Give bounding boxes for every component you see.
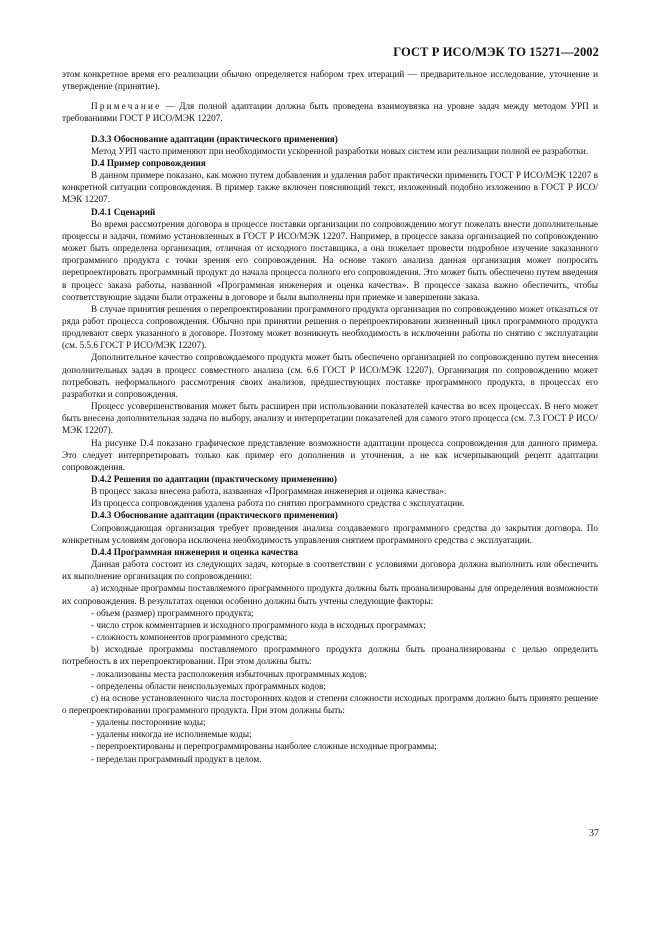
section-heading: D.4 Пример сопровождения [91, 157, 206, 168]
paragraph: В процесс заказа внесена работа, названная «Программная инженерия и оценка качества». [91, 486, 447, 497]
paragraph: На рисунке D.4 показано графическое представление возможности адаптации процесса сопровождения для данного примера. Это следует интерпретировать только как пример его дополнения и уточнения, а не как исчерпывающий рецепт адаптации сопровождения. [62, 437, 598, 472]
paragraph: Метод УРП часто применяют при необходимости ускоренной разработки новых систем или реализации полной ее разработки. [91, 145, 589, 156]
list-item: - число строк комментариев и исходного программного кода в исходных программах; [91, 619, 426, 630]
page-body [62, 68, 598, 765]
paragraph: Сопровождающая организация требует проведения анализа создаваемого программного средства до закрытия договора. По конкретным условиям договора исключена необходимость управления снятием программного средства с эксплуатации. [62, 522, 598, 545]
list-item: - удалены никогда не исполняемые коды; [91, 729, 252, 740]
section-heading: D.3.3 Обоснование адаптации (практического применения) [91, 133, 338, 144]
note-label: Примечание [91, 101, 162, 112]
note-text: — Для полной адаптации должна быть проведена взаимоувязка на уровне задач между методом УРП и требованиями ГОСТ Р ИСО/МЭК 12207. [62, 101, 598, 124]
section-heading: D.4.3 Обоснование адаптации (практического применения) [91, 510, 338, 521]
section-heading: D.4.2 Решения по адаптации (практическому применению) [91, 474, 337, 484]
paragraph: Во время рассмотрения договора в процессе поставки организации по сопровождению могут пожелать внести дополнительные процессы и задачи, помимо установленных в ГОСТ Р ИСО/МЭК 12207. Например, в процессе заказа организацией по сопровождению может быть определена организация, отличная от исходного поставщика, а она пожелает провести подробное изучение заказанного программного продукта с точки зрения его сопровождения. На основе такого анализа данная организация может попросить перепроектировать программный продукт до начала процесса полного его сопровождения. Это может быть обеспечено путем введения в процесс заказа работы, названной «Программная инженерия и оценка качества». В процессе заказа важно обеспечить, чтобы соответствующие задачи были отражены в договоре и были выполнены при приемке и завершении заказа. [62, 218, 598, 302]
list-item: - сложность компонентов программного средства; [91, 632, 288, 643]
paragraph: Процесс усовершенствования может быть расширен при использовании показателей качества во всех процессах. В него может быть внесена дополнительная задача по выбору, анализу и интерпретации показателей для самого этого процесса (см. 7.3 ГОСТ Р ИСО/МЭК 12207). [62, 401, 598, 436]
document-header-code: ГОСТ Р ИСО/МЭК ТО 15271—2002 [393, 45, 599, 59]
list-item: а) исходные программы поставляемого программного продукта должны быть проанализированы для определения возможности их сопровождения. В результатах оценки особенно должны быть учтены следующие факторы: [62, 583, 598, 606]
list-item: - объем (размер) программного продукта; [91, 607, 254, 618]
list-item: - перепроектированы и перепрограммированы наиболее сложные исходные программы; [91, 741, 437, 752]
paragraph: Из процесса сопровождения удалена работа по снятию программного средства с эксплуатации. [91, 498, 465, 509]
list-item: - удалены посторонние коды; [91, 717, 206, 728]
paragraph: В случае принятия решения о перепроектировании программного продукта организация по сопровождению может отказаться от ряда работ процесса сопровождения. Обычно при принятии решения о перепроектировании жизненный цикл программного продукта продлевают сверх указанного в договоре. Поэтому может возникнуть необходимость в исключении работы по снятию с эксплуатации (см. 5.5.6 ГОСТ Р ИСО/МЭК 12207). [62, 303, 598, 351]
list-item: b) исходные программы поставляемого программного продукта должны быть проанализированы с целью определить потребность в их перепроектировании. При этом должны быть: [62, 644, 598, 667]
paragraph: этом конкретное время его реализации обычно определяется набором трех итераций — предварительное исследование, уточнение и утверждение (принятие). [62, 69, 598, 92]
page-number: 37 [589, 828, 599, 839]
paragraph: Дополнительное качество сопровождаемого продукта может быть обеспечено организацией по сопровождению путем внесения дополнительных задач в процесс совместного анализа (см. 6.6 ГОСТ Р ИСО/МЭК 12207). Организация по сопровождению может потребовать неформального рассмотрения своих анализов, предшествующих поставке программного продукта, в процессах его разработки и сопровождения. [62, 352, 598, 399]
paragraph: Данная работа состоит из следующих задач, которые в соответствии с условиями договора должна выполнить или обеспечить их выполнение организация по сопровождению: [62, 559, 598, 582]
list-item: - определены области неиспользуемых программных кодов; [91, 680, 326, 691]
list-item: - переделан программный продукт в целом. [91, 753, 262, 764]
section-heading: D.4.4 Программная инженерия и оценка качества [91, 546, 299, 557]
list-item: с) на основе установленного числа посторонних кодов и степени сложности исходных программ должно быть принято решение о перепроектировании программного продукта. При этом должны быть: [62, 692, 598, 715]
list-item: - локализованы места расположения избыточных программных кодов; [91, 668, 367, 679]
paragraph: В данном примере показано, как можно путем добавления и удаления работ практически применить ГОСТ Р ИСО/МЭК 12207 в конкретной ситуации сопровождения. В пример также включен поясняющий текст, изложенный подобно изложению в ГОСТ Р ИСО/МЭК 12207. [62, 170, 598, 205]
section-heading: D.4.1 Сценарий [91, 206, 156, 217]
note [62, 100, 598, 124]
